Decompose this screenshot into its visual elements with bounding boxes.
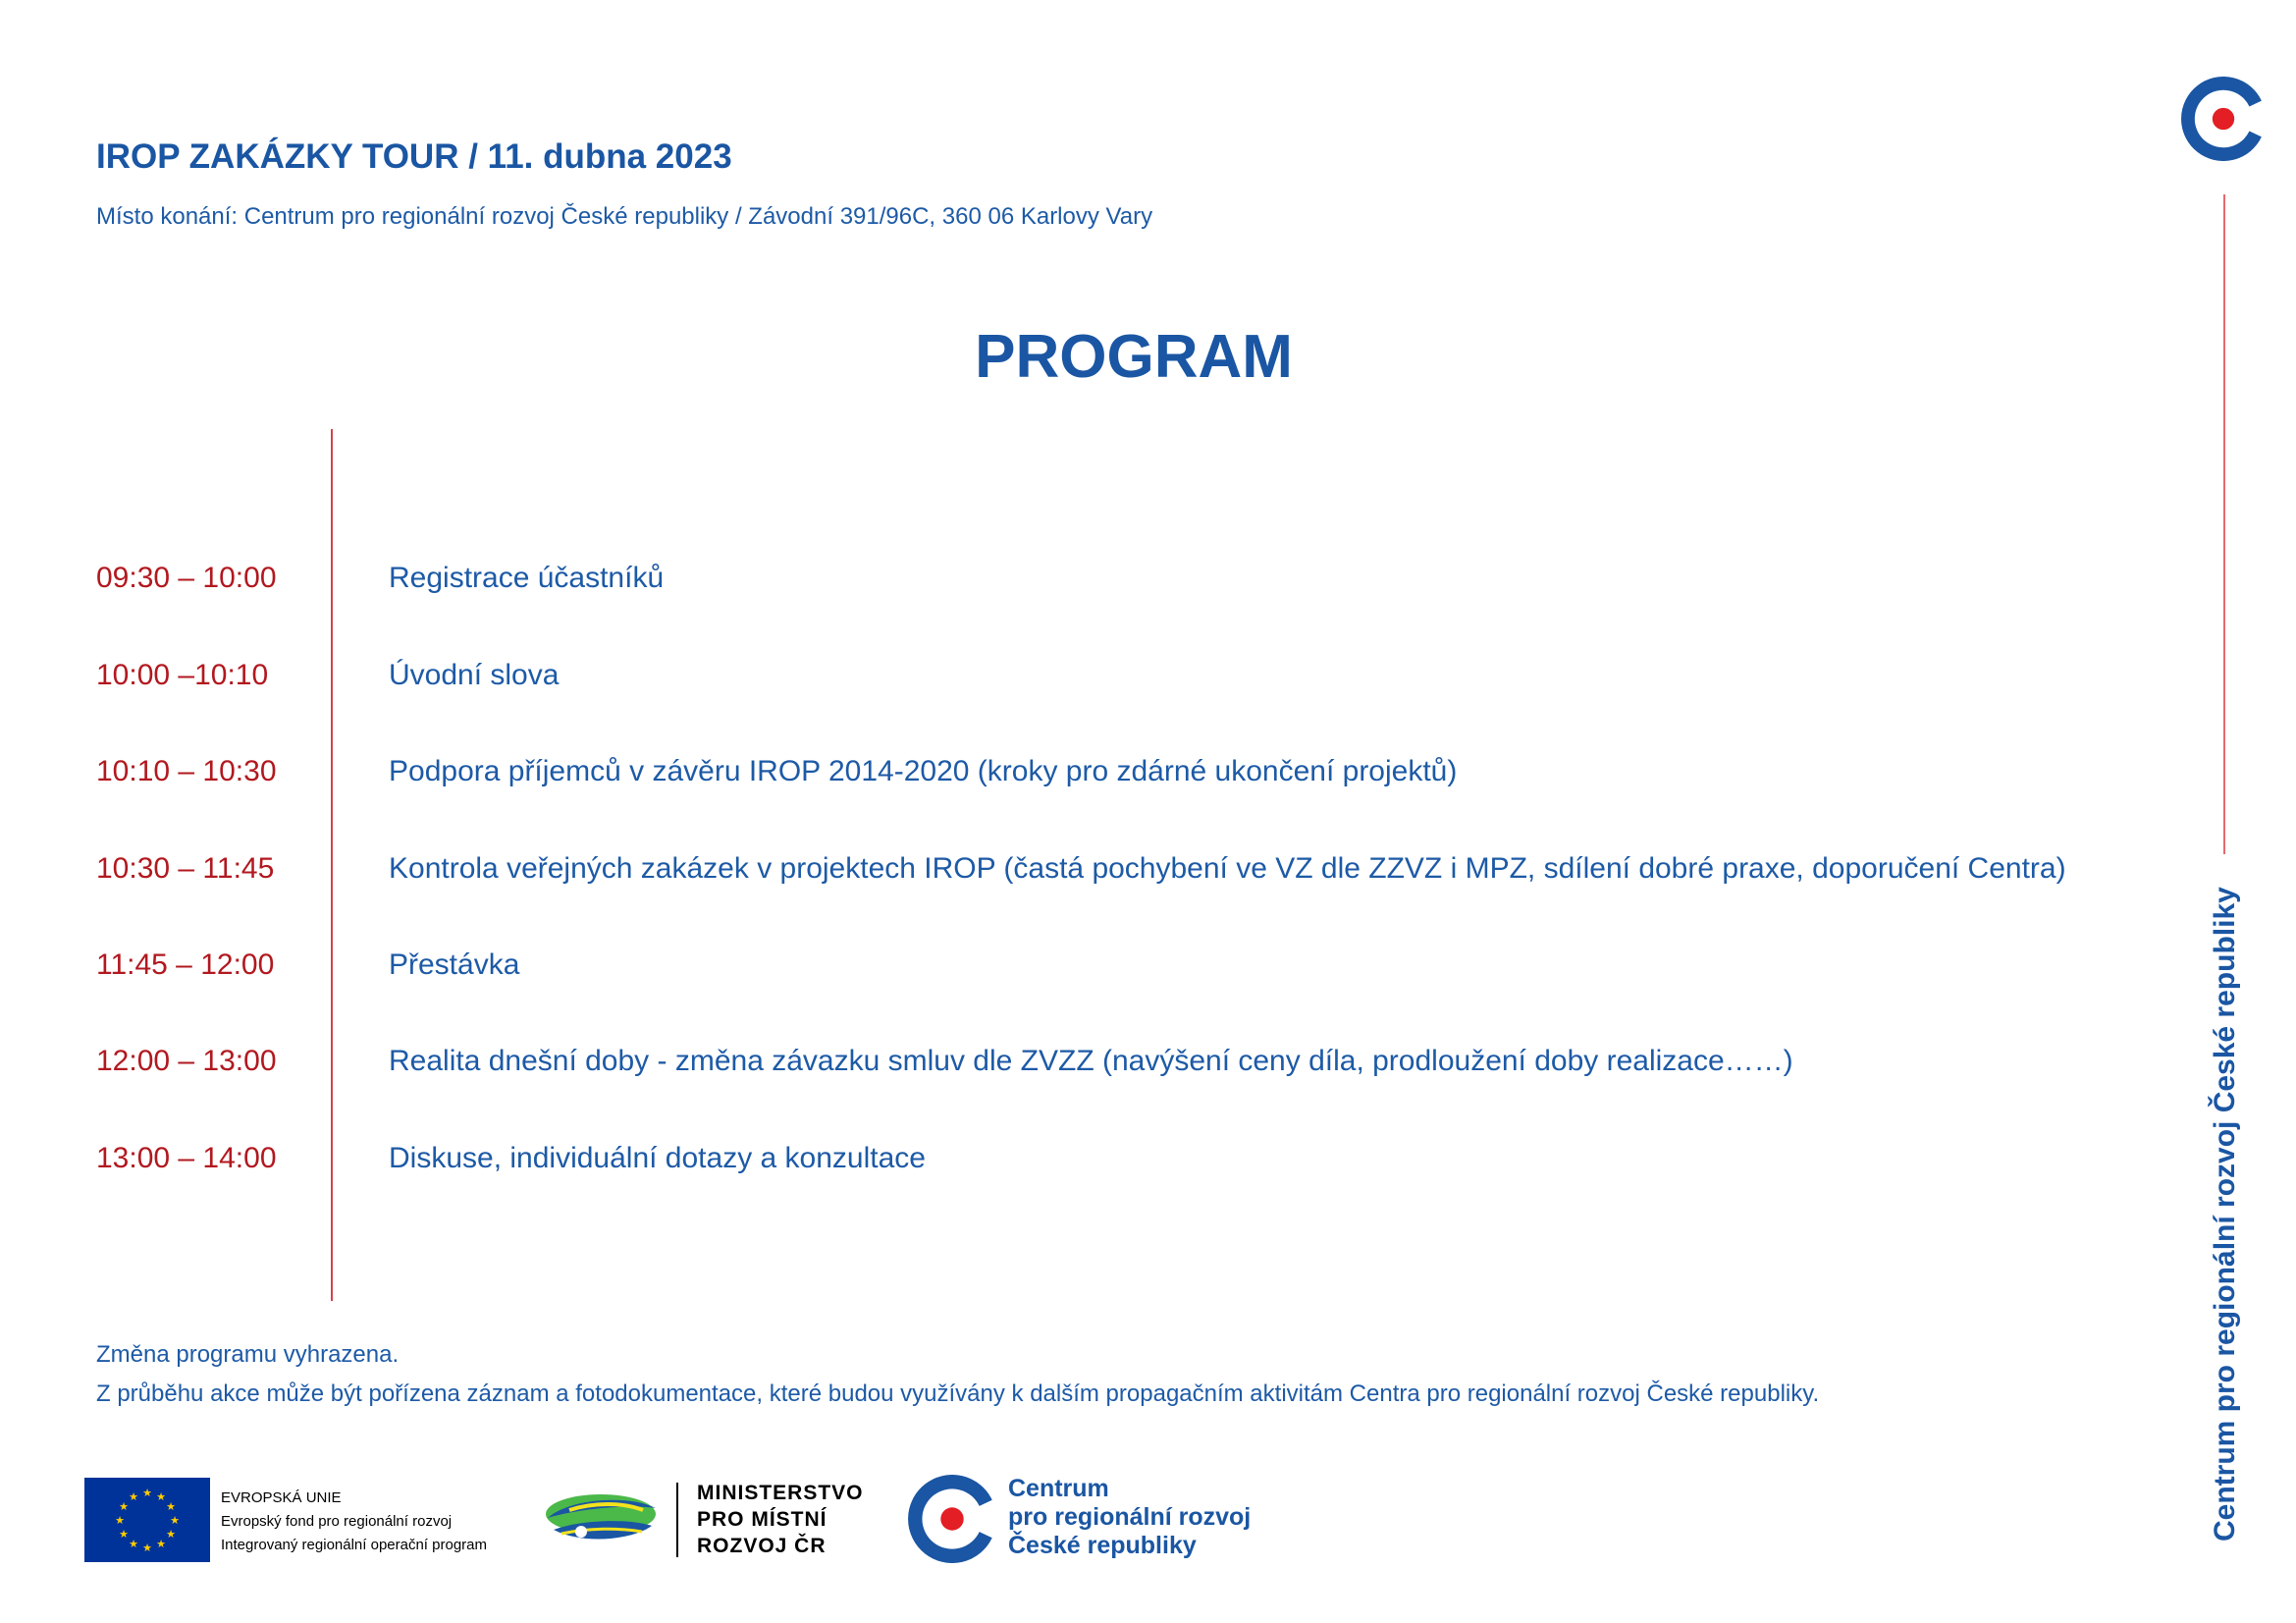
mmr-separator: [676, 1483, 678, 1557]
program-item: Kontrola veřejných zakázek v projektech IROP (častá pochybení ve VZ dle ZZVZ i MPZ, sdílení dobré praxe, doporučení Centra): [389, 852, 2066, 885]
svg-text:★: ★: [142, 1542, 152, 1554]
program-time: 11:45 – 12:00: [96, 948, 275, 981]
sidebar-line: [2223, 194, 2225, 854]
svg-text:★: ★: [119, 1500, 129, 1513]
crr-logo-icon: [2181, 77, 2266, 161]
crr-label-line2: pro regionální rozvoj: [1008, 1503, 1252, 1531]
photo-consent-note: Z průběhu akce může být pořízena záznam a fotodokumentace, které budou využívány k dalším propagačním aktivitám Centra pro regionální rozvoj České republiky.: [96, 1380, 1820, 1407]
svg-text:★: ★: [142, 1487, 152, 1499]
program-time: 10:00 –10:10: [96, 659, 269, 691]
program-time: 13:00 – 14:00: [96, 1142, 277, 1174]
eu-label: EVROPSKÁ UNIE: [221, 1489, 342, 1506]
mmr-label-line2: PRO MÍSTNÍ: [697, 1508, 828, 1531]
venue-line: Místo konání: Centrum pro regionální rozvoj České republiky / Závodní 391/96C, 360 06 Karlovy Vary: [96, 203, 1153, 230]
program-time: 12:00 – 13:00: [96, 1045, 277, 1077]
crr-label-line1: Centrum: [1008, 1475, 1109, 1502]
program-item: Přestávka: [389, 948, 520, 981]
mmr-label-line3: ROZVOJ ČR: [697, 1535, 827, 1557]
svg-text:★: ★: [170, 1514, 180, 1527]
program-item: Realita dnešní doby - změna závazku smluv dle ZVZZ (navýšení ceny díla, prodloužení doby realizace……): [389, 1045, 1793, 1077]
crr-label-line3: České republiky: [1008, 1532, 1197, 1559]
svg-text:★: ★: [156, 1538, 166, 1550]
program-item: Diskuse, individuální dotazy a konzultace: [389, 1142, 926, 1174]
eu-flag-icon: [84, 1478, 210, 1562]
sidebar-vertical-text: Centrum pro regionální rozvoj České republiky: [2209, 887, 2241, 1542]
program-item: Úvodní slova: [389, 659, 560, 691]
svg-text:★: ★: [129, 1490, 138, 1503]
mmr-label-line1: MINISTERSTVO: [697, 1482, 864, 1504]
eu-program-label: Integrovaný regionální operační program: [221, 1537, 487, 1553]
event-title: IROP ZAKÁZKY TOUR / 11. dubna 2023: [96, 137, 732, 176]
program-change-note: Změna programu vyhrazena.: [96, 1341, 400, 1368]
svg-text:★: ★: [166, 1528, 176, 1541]
svg-text:★: ★: [156, 1490, 166, 1503]
program-time: 10:30 – 11:45: [96, 852, 275, 885]
sidebar-vertical-label: [2201, 864, 2250, 1542]
mmr-emblem-icon: [540, 1481, 660, 1559]
svg-text:★: ★: [115, 1514, 125, 1527]
svg-text:★: ★: [166, 1500, 176, 1513]
program-heading: PROGRAM: [975, 323, 1293, 391]
program-time: 09:30 – 10:00: [96, 562, 277, 594]
program-time: 10:10 – 10:30: [96, 755, 277, 787]
program-item: Podpora příjemců v závěru IROP 2014-2020 (kroky pro zdárné ukončení projektů): [389, 755, 1458, 787]
crr-logo-icon: [908, 1475, 996, 1563]
svg-text:★: ★: [129, 1538, 138, 1550]
program-item: Registrace účastníků: [389, 562, 665, 594]
eu-fund-label: Evropský fond pro regionální rozvoj: [221, 1513, 453, 1530]
timeline-divider: [331, 429, 333, 1301]
svg-text:★: ★: [119, 1528, 129, 1541]
